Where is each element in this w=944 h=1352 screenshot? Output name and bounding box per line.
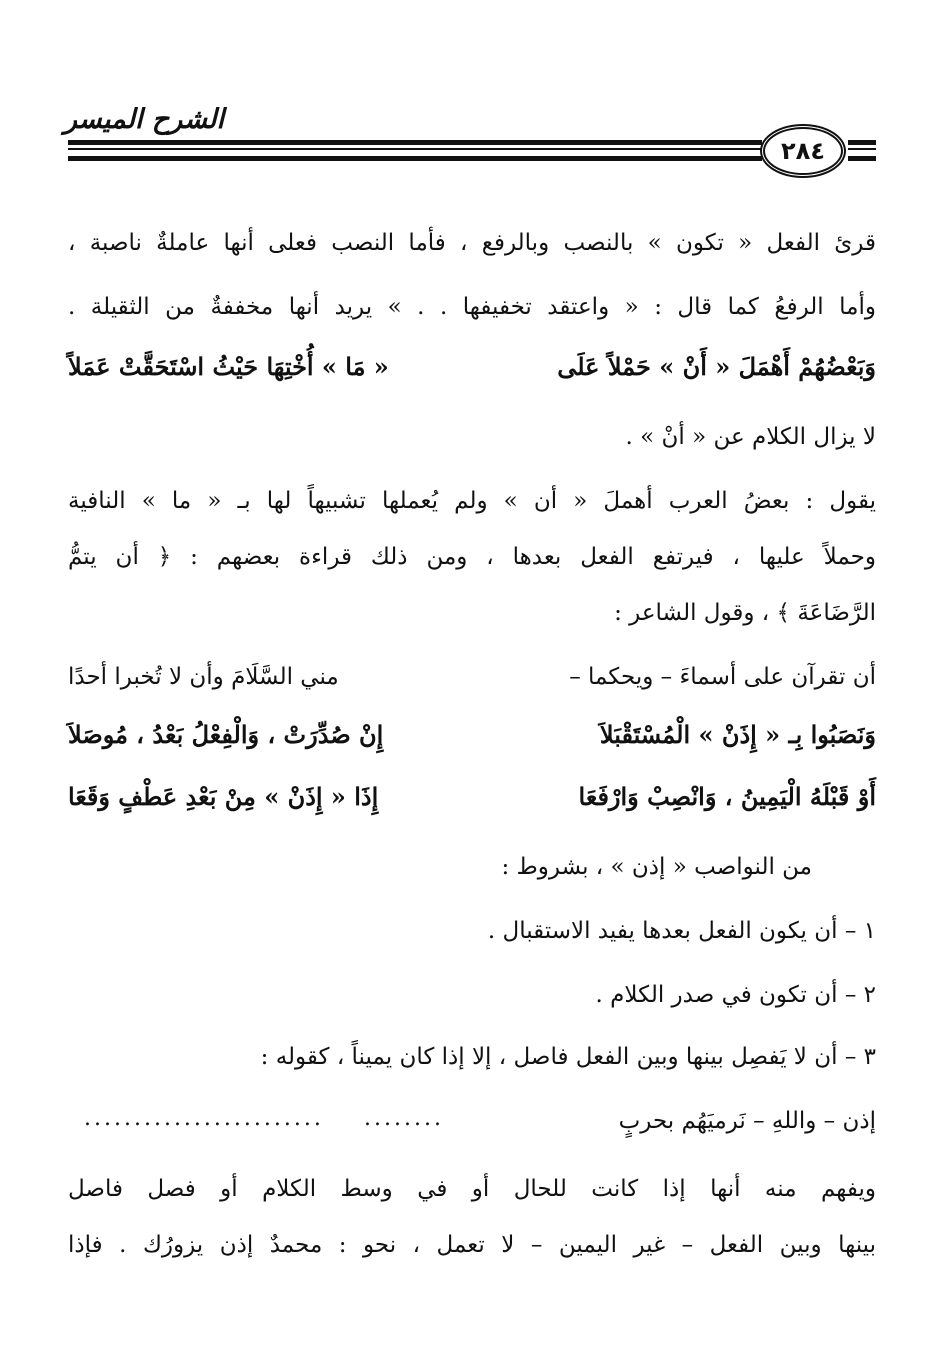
text-line: ٢ – أن تكون في صدر الكلام .	[595, 982, 876, 1008]
text-line: من النواصب « إذن » ، بشروط :	[501, 854, 812, 880]
header-rule	[848, 156, 876, 161]
verse-hemistich-right: أن تقرآن على أسماءَ – ويحكما –	[569, 664, 876, 690]
text-line: ويفهم منه أنها إذا كانت للحال أو في وسط الكلام أو فصل فاصل	[68, 1176, 876, 1202]
text-line: وحملاً عليها ، فيرتفع الفعل بعدها ، ومن ذلك قراءة بعضهم : ﴿ أن يتمُّ	[68, 544, 876, 570]
text-line: لا يزال الكلام عن « أنْ » .	[625, 424, 876, 450]
text-line: قرئ الفعل « تكون » بالنصب وبالرفع ، فأما النصب فعلى أنها عاملةٌ ناصبة ،	[68, 230, 876, 256]
verse-hemistich-left: مني السَّلَامَ وأن لا تُخبرا أحدًا	[68, 664, 339, 690]
text-line: ١ – أن يكون الفعل بعدها يفيد الاستقبال .	[487, 918, 876, 944]
running-header-title: الشرح الميسر	[64, 104, 225, 135]
header-rule	[68, 140, 762, 145]
ellipsis-dots: ........	[364, 1106, 444, 1131]
verse-hemistich-right: وَبَعْضُهُمْ أَهْمَلَ « أَنْ » حَمْلاً عَلَى	[557, 352, 876, 381]
page-number: ٢٨٤	[760, 124, 846, 178]
verse-hemistich-right: إذن – واللهِ – نَرميَهُم بحربٍ	[618, 1108, 876, 1134]
text-line: الرَّضَاعَةَ ﴾ ، وقول الشاعر :	[614, 600, 876, 626]
verse-hemistich-right: وَنَصَبُوا بِـ « إِذَنْ » الْمُسْتَقْبَلاَ	[599, 720, 876, 749]
text-line: وأما الرفعُ كما قال : « واعتقد تخفيفها . . » يريد أنها مخففةٌ من الثقيلة .	[68, 294, 876, 320]
text-line: بينها وبين الفعل – غير اليمين – لا تعمل ، نحو : محمدٌ إذن يزورُك . فإذا	[68, 1232, 876, 1258]
header-rule	[68, 148, 762, 150]
header-rule	[848, 148, 876, 150]
header-rule	[68, 156, 762, 161]
verse-hemistich-left: إِذَا « إِذَنْ » مِنْ بَعْدِ عَطْفٍ وَقَعَا	[68, 782, 379, 811]
text-line: ٣ – أن لا يَفصِل بينها وبين الفعل فاصل ، إلا إذا كان يميناً ، كقوله :	[260, 1044, 876, 1070]
text-line: يقول : بعضُ العرب أهملَ « أن » ولم يُعملها تشبيهاً لها بـ « ما » النافية	[68, 488, 876, 514]
header-rule	[848, 140, 876, 145]
verse-hemistich-right: أَوْ قَبْلَهُ الْيَمِينُ ، وَانْصِبْ وَارْفَعَا	[578, 782, 876, 811]
verse-hemistich-left: إِنْ صُدِّرَتْ ، وَالْفِعْلُ بَعْدُ ، مُوصَلاَ	[68, 720, 384, 749]
verse-hemistich-left: « مَا » أُخْتِهَا حَيْثُ اسْتَحَقَّتْ عَمَلاً	[68, 352, 389, 381]
ellipsis-dots: ........................	[84, 1106, 324, 1131]
